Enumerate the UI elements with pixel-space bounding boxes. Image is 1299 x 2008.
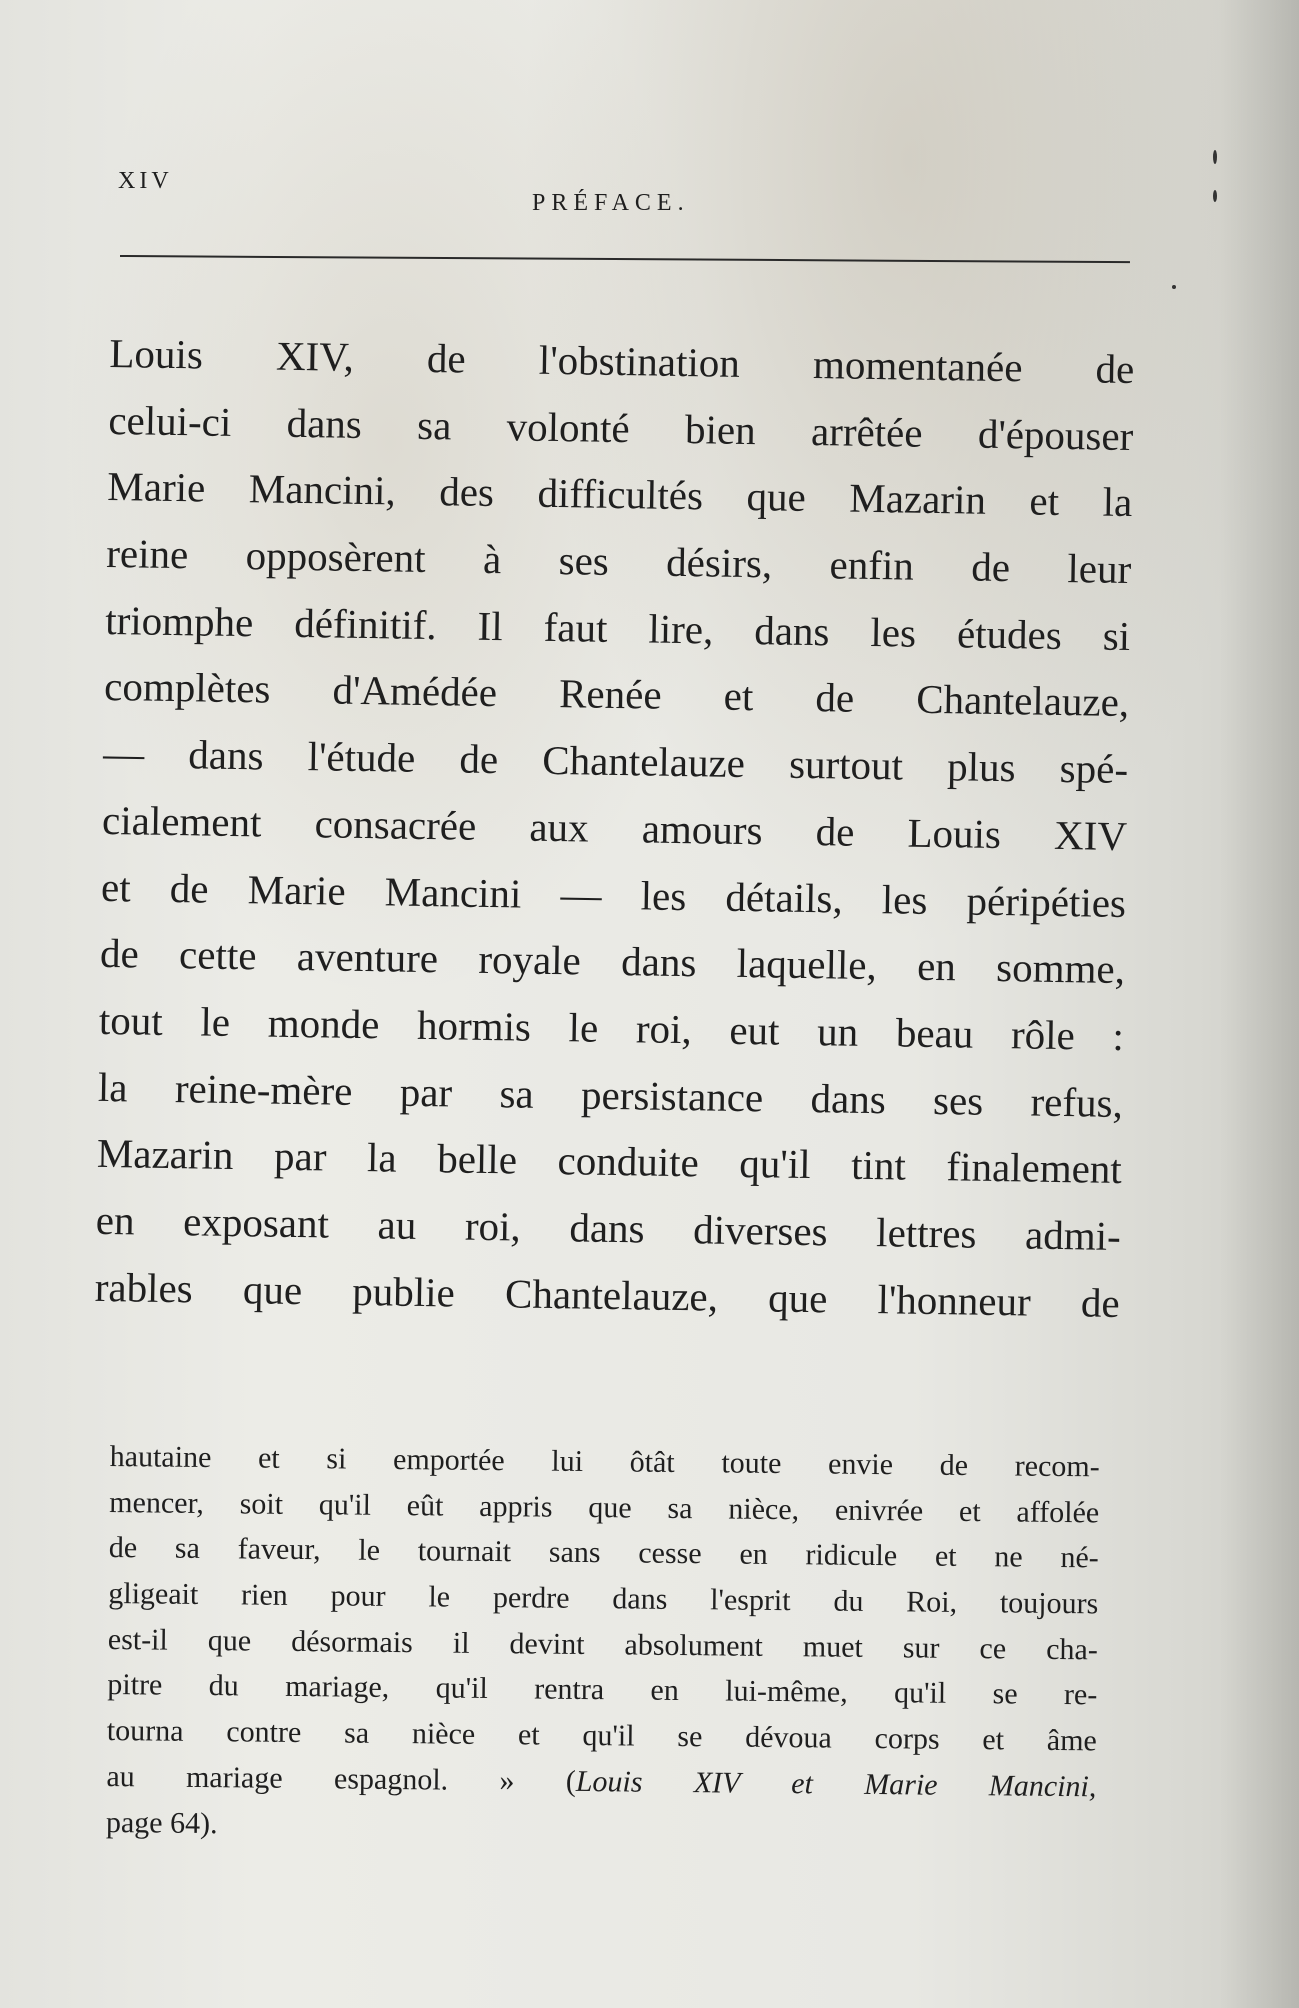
citation-separator: , bbox=[1088, 1770, 1097, 1804]
text-line: la reine-mère par sa persistance dans ses refus, bbox=[97, 1063, 1124, 1126]
footnote-line-citation: au mariage espagnol. » (Louis XIV et Marie Mancini, bbox=[106, 1759, 1097, 1804]
citation-title: Louis XIV et Marie Mancini bbox=[575, 1764, 1090, 1804]
text-line: en exposant au roi, dans diverses lettres admi- bbox=[95, 1196, 1122, 1259]
footnote-line: tourna contre sa nièce et qu'il se dévoua corps et âme bbox=[106, 1714, 1098, 1758]
footnote-line: gligeait rien pour le perdre dans l'esprit du Roi, toujours bbox=[108, 1577, 1099, 1621]
page-header bbox=[118, 168, 1130, 216]
text-line: — dans l'étude de Chantelauze surtout plus spé- bbox=[102, 730, 1129, 793]
text-line: celui-ci dans sa volonté bien arrêtée d'épouser bbox=[108, 396, 1134, 459]
text-line: cialement consacrée aux amours de Louis XIV bbox=[101, 796, 1128, 859]
ink-speck bbox=[1213, 190, 1217, 202]
text-line: triomphe définitif. Il faut lire, dans les études si bbox=[104, 596, 1131, 659]
footnote-page-ref: page 64). bbox=[105, 1805, 218, 1840]
text-line: rables que publie Chantelauze, que l'honneur de bbox=[94, 1263, 1121, 1326]
text-line: et de Marie Mancini — les détails, les péripéties bbox=[100, 863, 1127, 926]
footnote-line: pitre du mariage, qu'il rentra en lui-même, qu'il se re- bbox=[107, 1668, 1098, 1712]
footnote-line: est-il que désormais il devint absolument muet sur ce cha- bbox=[107, 1622, 1098, 1667]
footnote bbox=[106, 1434, 1100, 1856]
footnote-line: mencer, soit qu'il eût appris que sa nièce, enivrée et affolée bbox=[109, 1485, 1100, 1530]
text-line: reine opposèrent à ses désirs, enfin de leur bbox=[105, 530, 1132, 593]
running-title: PRÉFACE. bbox=[532, 190, 690, 216]
text-line: Louis XIV, de l'obstination momentanée de bbox=[109, 329, 1135, 393]
main-text bbox=[94, 320, 1135, 1336]
text-line: Mazarin par la belle conduite qu'il tint finalement bbox=[96, 1130, 1123, 1193]
footnote-line: de sa faveur, le tournait sans cesse en ridicule et ne né- bbox=[108, 1531, 1099, 1575]
text-line: complètes d'Amédée Renée et de Chantelauze, bbox=[103, 663, 1130, 726]
footnote-line-text: au mariage espagnol. » bbox=[106, 1759, 566, 1798]
page-edge-shadow bbox=[1219, 0, 1299, 2008]
text-line: de cette aventure royale dans laquelle, en somme, bbox=[99, 930, 1126, 993]
footnote-line: hautaine et si emportée lui ôtât toute envie de recom- bbox=[109, 1439, 1100, 1484]
ink-speck bbox=[1172, 285, 1176, 289]
ink-speck bbox=[1213, 150, 1217, 164]
header-rule bbox=[120, 255, 1130, 263]
text-line: tout le monde hormis le roi, eut un beau rôle : bbox=[98, 996, 1125, 1059]
page-number: XIV bbox=[118, 168, 173, 194]
text-line: Marie Mancini, des difficultés que Mazarin et la bbox=[107, 463, 1133, 526]
